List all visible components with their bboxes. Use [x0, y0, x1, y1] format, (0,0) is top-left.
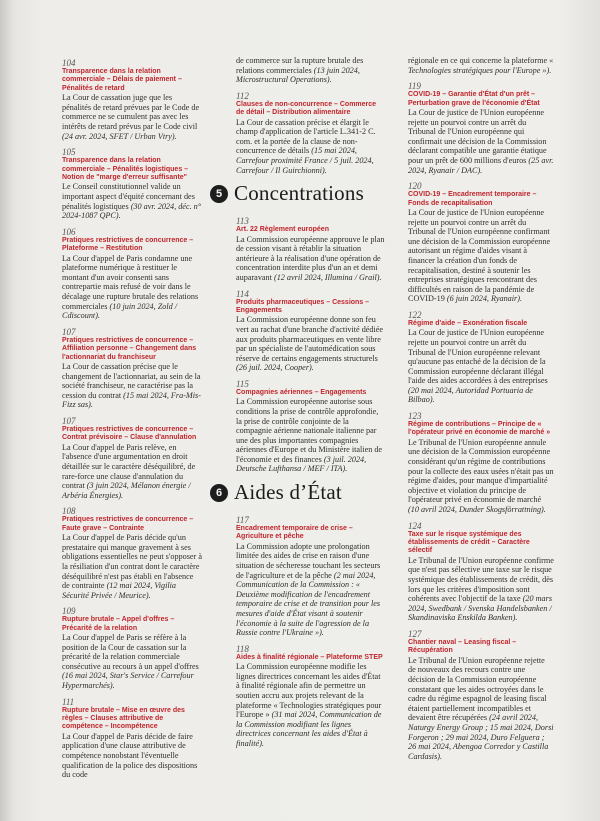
entry-text: Le Tribunal de l'Union européenne confirme que n'est pas sélective une taxe sur le risque systémique des établissements de crédit, dès lors que les critères d'imposition sont cohérents avec l'objectif de la taxe: [408, 555, 554, 604]
section-number-badge: 5: [210, 185, 228, 203]
entry-text: La Cour d'appel de Paris relève, en l'absence d'une argumentation en droit détaillée sur le caractère déséquilibré, de rare-force une clause d'annulation du contrat: [62, 442, 196, 491]
entry-text: La Cour d'appel de Paris décide de faire application d'une clause attributive de compétence nonobstant l'éventuelle qualification de la police des dispositions du code: [62, 731, 198, 780]
entry-text: La Cour d'appel de Paris condamne une plateforme numérique à restituer le montant d'un avoir consenti sans contrepartie mais refusé de voir dans le décalage une rupture brutale des relations commerciales: [62, 253, 199, 311]
entry-number: 108: [62, 506, 76, 517]
entry-text-block: [62, 254, 202, 321]
entry-number: 114: [236, 288, 249, 299]
entry-number: 124: [408, 520, 422, 531]
entry-source: (30 avr. 2024, déc. n° 2024-1087 QPC).: [62, 201, 202, 221]
entry-source: (20 mars 2024, Swedbank / Svenska Handelsbanken / Skandinaviska Enskilda Banken).: [408, 594, 553, 623]
entry-number: 127: [408, 629, 422, 639]
column-left: [62, 56, 202, 786]
entry-heading: Produits pharmaceutiques – Cessions – Engagements: [236, 298, 370, 314]
case-entry: [62, 327, 202, 410]
case-entry: [62, 506, 202, 600]
entry-text-block: [236, 118, 386, 176]
entry-text-block: [236, 662, 386, 748]
entry-number: 120: [408, 181, 422, 192]
case-entry: [236, 379, 386, 474]
entry-source: (3 juil. 2024, Deutsche Lufthansa / MEF / ITA).: [236, 454, 367, 474]
entry-text: La Cour de cassation précise que le changement de l'actionnariat, au sein de la société franchiseur, ne caractérise pas la cession du contrat: [62, 361, 201, 400]
entry-text-block: [236, 56, 386, 85]
case-entry: [62, 58, 202, 141]
entry-number: 115: [236, 378, 249, 389]
entry-text: La Commission européenne modifie les lignes directrices concernant les aides d'État à finalité régionale afin de permettre un soutien accru aux projets relevant de la plateforme « Technologies stratégiques pour l'Europe »: [236, 662, 382, 720]
entry-number: 118: [236, 643, 249, 654]
entry-text: La Cour de cassation précise et élargit le champ d'application de l'article L.341-2 C. com. et la portée de la clause de non-concurrence de détails: [236, 117, 376, 156]
case-entry: [236, 644, 386, 749]
entry-number: 122: [408, 309, 422, 320]
case-entry: [236, 216, 386, 282]
entry-text: La Cour d'appel de Paris se réfère à la position de la Cour de cassation sur la précarité de la relation commerciale consécutive au recours à un appel d'offres: [62, 633, 199, 671]
entry-source: (24 avr. 2024, SFET / Urban Vtry).: [62, 131, 177, 141]
entry-text-block: [408, 656, 554, 762]
entry-text-block: [62, 443, 202, 501]
entry-heading: Pratiques restrictives de concurrence – Plateforme – Restitution: [62, 236, 194, 253]
column-right: [408, 56, 554, 767]
entry-source: (25 avr. 2024, Ryanair / DAC).: [408, 155, 554, 175]
entry-text-block: [408, 556, 554, 623]
entry-number: 109: [62, 606, 76, 617]
entry-text: La Cour de justice de l'Union européenne rejette un pourvoi contre un arrêt du Tribunal de l'Union européenne relevant qu'aucune pas entaché de la décision de la Commission européenne déclarant illégal l'aide des aides accordées à des entreprises: [408, 328, 548, 386]
entry-heading: Art. 22 Règlement européen: [236, 226, 329, 234]
entry-text-block: [62, 182, 202, 220]
entry-source: (10 juin 2024, Zold / Cdiscount).: [62, 301, 178, 321]
entry-heading: Aides à finalité régionale – Plateforme STEP: [236, 653, 383, 661]
case-entry: [408, 629, 554, 761]
case-entry: [236, 91, 386, 175]
section-title: Concentrations: [234, 181, 364, 206]
column-middle: [215, 56, 386, 755]
case-entry: [62, 416, 202, 500]
case-entry: [62, 606, 202, 690]
entry-source: (24 avril 2024, Naturgy Energy Group ; 15 mai 2024, Dorsi Forgeron ; 29 mai 2024, Duro Felguera ; 26 mai 2024, Abengoa Corredor y Castilla Cardasis).: [408, 713, 554, 761]
entry-text-block: [62, 633, 202, 691]
entry-text-block: [408, 56, 554, 75]
entry-text: La Commission européenne approuve le plan de cession visant à rétablir la situation antérieure à la réalisation d'une opération de concentration interdite plus d'un an et demi auparavant: [236, 234, 385, 282]
entry-number: 123: [408, 411, 422, 422]
entry-heading: Pratiques restrictives de concurrence – Affiliation personne – Changement dans l'actionnariat du franchiseur: [62, 336, 197, 361]
entry-heading: Compagnies aériennes – Engagements: [236, 388, 367, 396]
entry-number: 113: [236, 216, 249, 227]
entry-text-block: [62, 533, 202, 600]
entry-source: (13 juin 2024, Microstructural Operations).: [236, 65, 360, 85]
entry-heading: COVID-19 – Garantie d'État d'un prêt – Perturbation grave de l'économie d'État: [408, 91, 540, 107]
case-entry: [62, 697, 202, 780]
entry-text-block: [62, 362, 202, 410]
entry-heading: COVID-19 – Encadrement temporaire – Fonds de recapitalisation: [408, 191, 537, 207]
case-entry: [62, 227, 202, 321]
entry-text-block: [408, 108, 554, 175]
entry-heading: Clauses de non-concurrence – Commerce de détail – Distribution alimentaire: [236, 100, 377, 117]
entry-source: (31 mai 2024, Communication de la Commission modifiant les lignes directrices concernant les aides d'État à finalité).: [236, 710, 382, 748]
entry-text: La Cour de justice de l'Union européenne rejette un pourvoi contre un arrêt du Tribunal de l'Union européenne qui confirmait une décision de la Commission déclarant compatible une garantie étatique pour un prêt de 600 millions d'euros: [408, 108, 547, 165]
entry-source: (3 juin 2024, Mélanon énergie / Arbéria Énergies).: [62, 481, 191, 500]
entry-text: La Cour d'appel de Paris décide qu'un prestataire qui manque gravement à ses obligations essentielles ne peut s'opposer à la résiliation d'un contrat dont le caractère déséquilibré n'est pas établi en l'absence de contrainte: [62, 533, 202, 591]
entry-heading: Chantier naval – Leasing fiscal – Récupération: [408, 639, 517, 655]
entry-heading: Rupture brutale – Mise en œuvre des règles – Clauses attributive de compétence – Incompétence: [62, 706, 185, 731]
entry-heading: Rupture brutale – Appel d'offres – Précarité de la relation: [62, 616, 175, 632]
entry-text-block: [236, 315, 386, 373]
case-entry: [408, 521, 554, 623]
case-entry: [236, 515, 386, 638]
entry-heading: Pratiques restrictives de concurrence – Faute grave – Contrainte: [62, 516, 194, 532]
case-entry: [408, 56, 554, 75]
case-entry: [62, 147, 202, 221]
entry-number: 105: [62, 147, 76, 158]
case-entry: [408, 81, 554, 175]
entry-text: régionale en ce qui concerne la plateforme: [408, 56, 548, 65]
entry-text: La Commission adopte une prolongation limitée des aides de crise en raison d'une situation de sécheresse touchant les secteurs de l'agriculture et de la pêche: [236, 541, 381, 580]
entry-text-block: [236, 235, 386, 283]
entry-text: Le Tribunal de l'Union européenne annule une décision de la Commission européenne considérant qu'un régime de contributions pour la collecte des eaux usées n'était pas un régime d'aides, pour manque d'impartialité objective et violation du principe de l'opérateur privé en économie de marché: [408, 437, 554, 505]
entry-text: La Cour de justice de l'Union européenne rejette un pourvoi contre un arrêt du Tribunal de l'Union européenne confirmant une décision de la Commission européenne autorisant un régime d'aides visant à financer la création d'un fonds de recapitalisation, destiné à soutenir les entreprises stratégiques rencontrant des difficultés en raison de la pandémie de COVID-19: [408, 207, 551, 304]
case-entry: [236, 56, 386, 85]
entry-text-block: [62, 93, 202, 141]
entry-heading: Pratiques restrictives de concurrence – Contrat prévisoire – Clause d'annulation: [62, 425, 197, 442]
entry-heading: Transparence dans la relation commerciale – Pénalités logistiques – Notion de "marge d'erreur suffisante": [62, 157, 189, 181]
case-entry: [408, 181, 554, 304]
entry-source: (12 avril 2024, Illumina / Grail).: [273, 272, 382, 282]
case-entry: [236, 289, 386, 373]
entry-text-block: [408, 438, 554, 515]
entry-source: « Technologies stratégiques pour l'Europe »).: [408, 56, 554, 75]
entry-number: 117: [236, 515, 249, 526]
entry-text: La Commission européenne autorise sous conditions la prise de contrôle approfondie, la prise de contrôle conjointe de la compagnie aérienne nationale italienne par une des plus importantes compagnies aériennes d'Europe et du Ministère italien de l'économie et des finances: [236, 397, 383, 464]
entry-number: 107: [62, 415, 76, 426]
entry-text: Le Conseil constitutionnel valide un important aspect d'équité concernant des pénalités logistiques: [62, 182, 195, 211]
entry-number: 107: [62, 326, 76, 337]
entry-text-block: [236, 397, 386, 474]
entry-source: (20 mai 2024, Autoridad Portuaria de Bilbao).: [408, 385, 533, 405]
entry-text-block: [408, 208, 554, 304]
entry-source: (2 mai 2024, Communication de la Commission : « Deuxième modification de l'encadrement temporaire de crise et de transition pour les mesures d'aide d'État visant à soutenir l'économie à la suite de l'agression de la Russie contre l'Ukraine »).: [236, 570, 381, 638]
entry-source: (15 mai 2024, Fra-Mis-Fizz sas).: [62, 390, 201, 410]
entry-number: 106: [62, 226, 76, 237]
entry-text: Le Tribunal de l'Union européenne rejette de nouveaux des recours contre une décision de la Commission européenne constatant que les aides octroyées dans le cadre du régime espagnol de leasing fiscal étaient partiellement incompatibles et devaient être récupérées: [408, 655, 547, 723]
entry-heading: Régime de contributions – Principe de « l'opérateur privé en économie de marché »: [408, 421, 551, 437]
entry-text-block: [236, 542, 386, 638]
entry-number: 104: [62, 58, 76, 68]
case-entry: [408, 310, 554, 405]
entry-source: (26 juil. 2024, Cooper).: [236, 363, 314, 373]
entry-number: 119: [408, 81, 421, 92]
section-number-badge: 6: [210, 484, 228, 502]
entry-text: La Cour de cassation juge que les pénalités de retard prévues par le Code de commerce ne se cumulent pas avec les intérêts de retard prévus par le Code civil: [62, 93, 200, 131]
section-header-aides-etat: [210, 480, 386, 505]
case-entry: [408, 411, 554, 515]
entry-number: 111: [62, 696, 75, 707]
entry-text: La Commission européenne donne son feu vert au rachat d'une branche d'activité dédiée aux produits pharmaceutiques en vente libre par un spécialiste de l'automédication sous réserve de certains engagements structurels: [236, 315, 384, 363]
entry-heading: Taxe sur le risque systémique des établissements de crédit – Caractère sélectif: [408, 530, 530, 555]
section-title: Aides d’État: [234, 480, 342, 505]
entry-text-block: [62, 732, 202, 780]
entry-heading: Encadrement temporaire de crise – Agriculture et pêche: [236, 525, 353, 541]
entry-number: 112: [236, 90, 249, 101]
entry-source: (10 avril 2024, Dunder Skogsförrattning).: [408, 505, 546, 515]
entry-heading: Transparence dans la relation commerciale – Délais de paiement – Pénalités de retard: [62, 68, 182, 92]
entry-source: (6 juin 2024, Ryanair).: [446, 294, 523, 304]
entry-text-block: [408, 328, 554, 405]
section-header-concentrations: [210, 181, 386, 206]
entry-source: (15 mai 2024, Carrefour proximité France / 5 juil. 2024, Carrefour / Il Guirchionni).: [236, 146, 374, 175]
entry-text: de commerce sur la rupture brutale des relations commerciales: [236, 56, 364, 75]
entry-source: (12 mai 2024, Vigilia Sécurité Privée / Meurice).: [62, 581, 176, 600]
entry-source: (16 mai 2024, Star's Service / Carrefour Hypermarchés).: [62, 671, 194, 691]
entry-heading: Régime d'aide – Exonération fiscale: [408, 319, 528, 327]
